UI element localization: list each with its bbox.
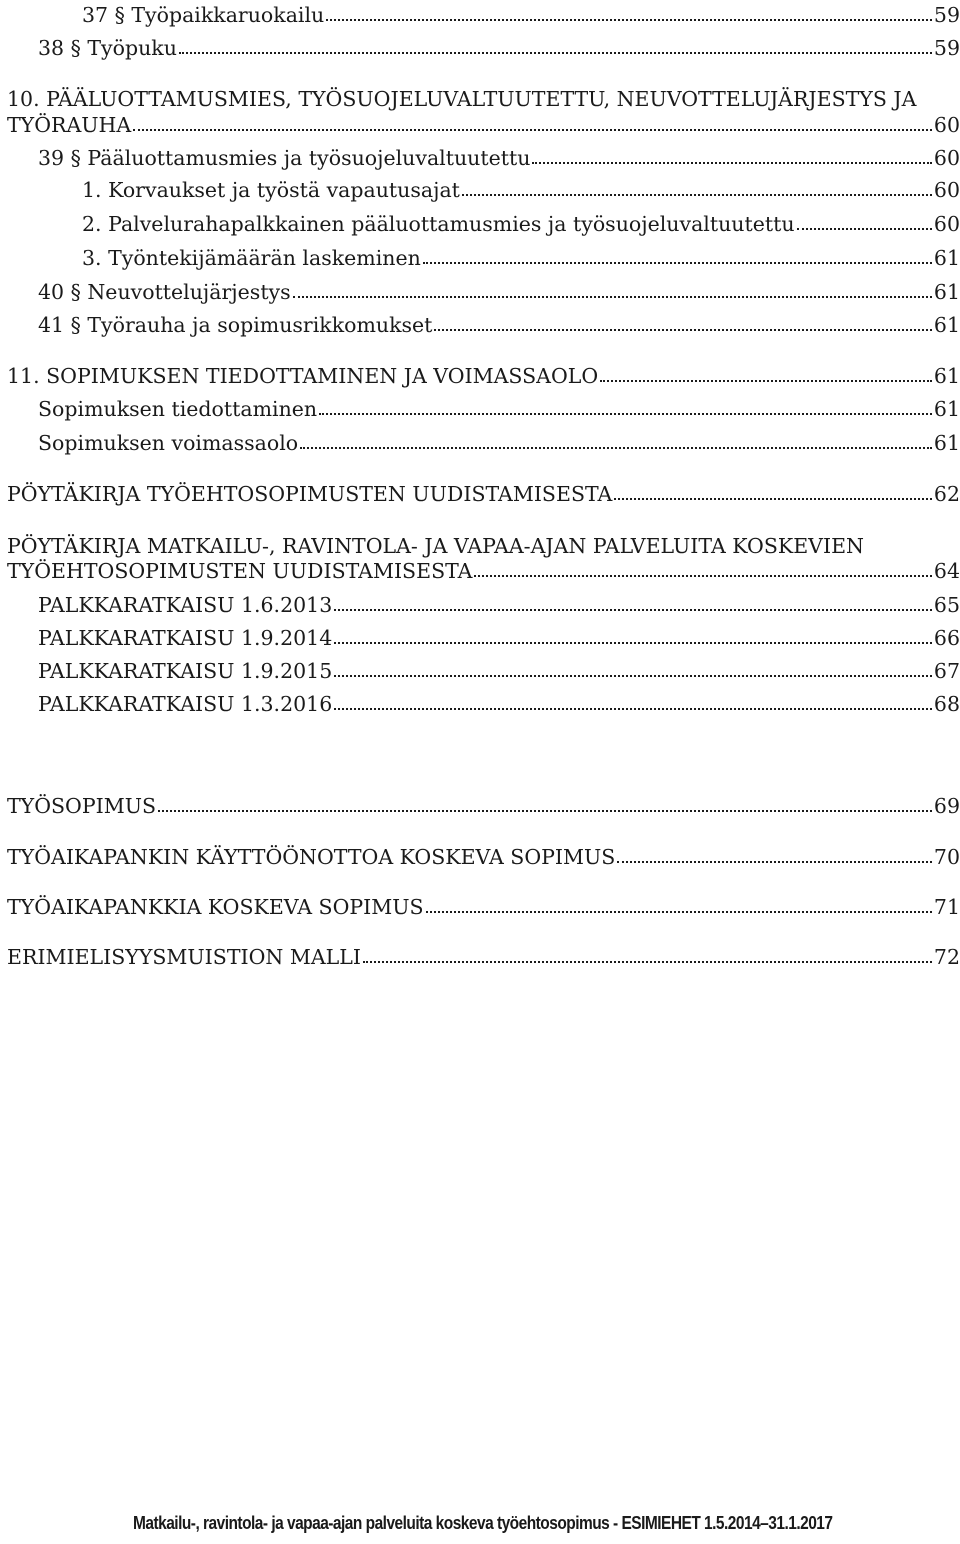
toc-entry[interactable] bbox=[38, 146, 960, 170]
toc-entry-page: 61 bbox=[933, 246, 960, 270]
toc-entry-page: 62 bbox=[933, 482, 960, 506]
toc-entry-page: 69 bbox=[933, 794, 960, 818]
toc-entry-label: PÖYTÄKIRJA TYÖEHTOSOPIMUSTEN UUDISTAMISESTA bbox=[7, 482, 613, 506]
toc-entry[interactable] bbox=[82, 178, 960, 202]
toc-entry-label: ERIMIELISYYSMUISTION MALLI bbox=[7, 945, 361, 969]
toc-entry[interactable] bbox=[7, 559, 960, 583]
toc-entry-label: PALKKARATKAISU 1.9.2015 bbox=[38, 659, 333, 683]
dot-leader bbox=[158, 806, 932, 812]
dot-leader bbox=[423, 258, 932, 264]
toc-entry-label: 37 § Työpaikkaruokailu bbox=[82, 3, 325, 27]
dot-leader bbox=[334, 638, 932, 644]
toc-entry-page: 59 bbox=[933, 36, 960, 60]
toc-entry-page: 60 bbox=[933, 113, 960, 137]
toc-entry-label: 2. Palvelurahapalkkainen pääluottamusmies ja työsuojeluvaltuutettu bbox=[82, 212, 795, 236]
toc-entry-label: Sopimuksen voimassaolo bbox=[38, 431, 299, 455]
dot-leader bbox=[334, 671, 932, 677]
toc-entry-label: PALKKARATKAISU 1.6.2013 bbox=[38, 593, 333, 617]
page-footer: Matkailu-, ravintola- ja vapaa-ajan palveluita koskeva työehtosopimus - ESIMIEHET 1.5.2014–31.1.2017 bbox=[133, 1513, 833, 1533]
toc-entry[interactable] bbox=[7, 945, 960, 969]
toc-entry[interactable] bbox=[38, 397, 960, 421]
dot-leader bbox=[614, 494, 932, 500]
toc-entry[interactable] bbox=[38, 431, 960, 455]
dot-leader bbox=[797, 224, 932, 230]
toc-entry-label: 40 § Neuvottelujärjestys bbox=[38, 280, 291, 304]
toc-entry-label: 39 § Pääluottamusmies ja työsuojeluvaltuutettu bbox=[38, 146, 531, 170]
toc-entry[interactable] bbox=[38, 280, 960, 304]
toc-entry-page: 71 bbox=[933, 895, 960, 919]
toc-entry-page: 66 bbox=[933, 626, 960, 650]
toc-entry-page: 61 bbox=[933, 313, 960, 337]
dot-leader bbox=[319, 409, 932, 415]
toc-entry-page: 61 bbox=[933, 280, 960, 304]
dot-leader bbox=[462, 190, 932, 196]
toc-entry-label: Sopimuksen tiedottaminen bbox=[38, 397, 318, 421]
toc-entry-label: TYÖSOPIMUS bbox=[7, 794, 157, 818]
toc-entry[interactable] bbox=[82, 246, 960, 270]
dot-leader bbox=[300, 443, 932, 449]
dot-leader bbox=[293, 292, 932, 298]
toc-entry-page: 68 bbox=[933, 692, 960, 716]
toc-entry-page: 61 bbox=[933, 431, 960, 455]
toc-entry-page: 60 bbox=[933, 178, 960, 202]
toc-entry-label: TYÖAIKAPANKKIA KOSKEVA SOPIMUS bbox=[7, 895, 424, 919]
toc-entry-page: 65 bbox=[933, 593, 960, 617]
toc-heading-protocol-first-line[interactable]: PÖYTÄKIRJA MATKAILU-, RAVINTOLA- JA VAPAA-AJAN PALVELUITA KOSKEVIEN bbox=[7, 534, 864, 558]
toc-entry[interactable] bbox=[7, 113, 960, 137]
toc-entry-page: 64 bbox=[933, 559, 960, 583]
toc-entry-page: 61 bbox=[933, 397, 960, 421]
toc-entry[interactable] bbox=[82, 3, 960, 27]
toc-entry[interactable] bbox=[38, 313, 960, 337]
toc-entry[interactable] bbox=[38, 626, 960, 650]
toc-entry-label: TYÖAIKAPANKIN KÄYTTÖÖNOTTOA KOSKEVA SOPIMUS bbox=[7, 845, 616, 869]
toc-entry-label: 11. SOPIMUKSEN TIEDOTTAMINEN JA VOIMASSAOLO bbox=[7, 364, 599, 388]
dot-leader bbox=[617, 857, 932, 863]
toc-entry[interactable] bbox=[7, 895, 960, 919]
dot-leader bbox=[532, 158, 931, 164]
toc-entry-page: 72 bbox=[933, 945, 960, 969]
toc-heading-10-first-line[interactable]: 10. PÄÄLUOTTAMUSMIES, TYÖSUOJELUVALTUUTETTU, NEUVOTTELUJÄRJESTYS JA bbox=[7, 87, 917, 111]
toc-entry[interactable] bbox=[7, 794, 960, 818]
toc-entry-label: 38 § Työpuku bbox=[38, 36, 177, 60]
dot-leader bbox=[600, 376, 932, 382]
dot-leader bbox=[334, 704, 932, 710]
toc-entry[interactable] bbox=[7, 482, 960, 506]
toc-entry-page: 67 bbox=[933, 659, 960, 683]
toc-entry-label: 41 § Työrauha ja sopimusrikkomukset bbox=[38, 313, 433, 337]
toc-entry-label: TYÖRAUHA bbox=[7, 113, 132, 137]
dot-leader bbox=[133, 125, 932, 131]
toc-entry[interactable] bbox=[82, 212, 960, 236]
dot-leader bbox=[179, 48, 932, 54]
dot-leader bbox=[426, 907, 932, 913]
toc-entry-page: 59 bbox=[933, 3, 960, 27]
toc-entry-page: 70 bbox=[933, 845, 960, 869]
toc-entry-page: 60 bbox=[933, 146, 960, 170]
toc-entry-label: PALKKARATKAISU 1.9.2014 bbox=[38, 626, 333, 650]
toc-entry[interactable] bbox=[38, 593, 960, 617]
toc-entry[interactable] bbox=[7, 845, 960, 869]
toc-entry[interactable] bbox=[38, 659, 960, 683]
dot-leader bbox=[334, 605, 932, 611]
toc-entry[interactable] bbox=[38, 36, 960, 60]
toc-entry-label: TYÖEHTOSOPIMUSTEN UUDISTAMISESTA bbox=[7, 559, 473, 583]
toc-entry-label: 1. Korvaukset ja työstä vapautusajat bbox=[82, 178, 460, 202]
dot-leader bbox=[326, 15, 932, 21]
toc-entry[interactable] bbox=[7, 364, 960, 388]
toc-entry-label: PALKKARATKAISU 1.3.2016 bbox=[38, 692, 333, 716]
toc-entry-page: 61 bbox=[933, 364, 960, 388]
dot-leader bbox=[434, 325, 931, 331]
toc-entry[interactable] bbox=[38, 692, 960, 716]
dot-leader bbox=[363, 957, 932, 963]
dot-leader bbox=[474, 571, 931, 577]
toc-entry-label: 3. Työntekijämäärän laskeminen bbox=[82, 246, 421, 270]
toc-entry-page: 60 bbox=[933, 212, 960, 236]
